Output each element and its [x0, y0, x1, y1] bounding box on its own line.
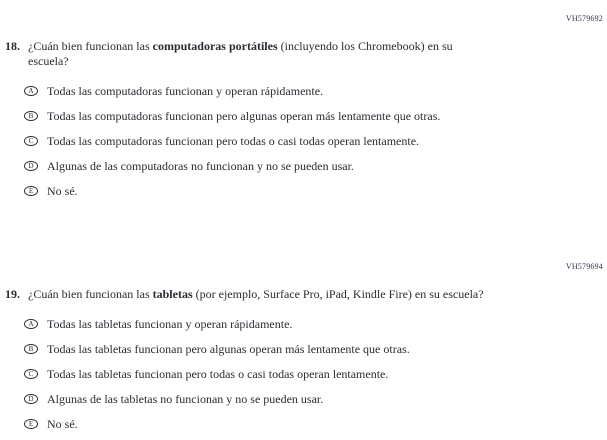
question-text-bold: tabletas: [152, 287, 193, 301]
question-number: 18.: [5, 39, 20, 53]
option-label: Todas las tabletas funcionan pero algunas operan más lentamente que otras.: [47, 342, 410, 356]
option-label: No sé.: [47, 417, 78, 431]
option-c[interactable]: [24, 367, 607, 381]
question-number: 19.: [5, 287, 20, 301]
option-label: Todas las tabletas funcionan y operan rápidamente.: [47, 317, 293, 331]
question-text-suffix: (incluyendo los Chromebook) en su escuela?: [28, 39, 453, 68]
question-code: VH579694: [565, 262, 603, 271]
option-label: Algunas de las tabletas no funcionan y no se pueden usar.: [47, 392, 324, 406]
option-a[interactable]: [24, 84, 607, 98]
option-label: Todas las computadoras funcionan pero algunas operan más lentamente que otras.: [47, 109, 441, 123]
question-code: VH579692: [565, 14, 603, 23]
question-text-suffix: (por ejemplo, Surface Pro, iPad, Kindle Fire) en su escuela?: [192, 287, 484, 301]
question-text: [28, 287, 484, 302]
option-d[interactable]: [24, 159, 607, 173]
option-b[interactable]: [24, 109, 607, 123]
option-label: No sé.: [47, 184, 78, 198]
question-block-19: [0, 209, 607, 431]
question-text-prefix: ¿Cuán bien funcionan las: [28, 39, 153, 53]
answer-options: [0, 84, 607, 198]
answer-bubble-a[interactable]: A: [24, 319, 38, 329]
option-a[interactable]: [24, 317, 607, 331]
answer-bubble-c[interactable]: C: [24, 136, 38, 146]
option-label: Algunas de las computadoras no funcionan y no se pueden usar.: [47, 159, 354, 173]
answer-bubble-a[interactable]: A: [24, 86, 38, 96]
answer-bubble-b[interactable]: B: [24, 111, 38, 121]
option-e[interactable]: [24, 184, 607, 198]
answer-bubble-b[interactable]: B: [24, 344, 38, 354]
question-text-bold: computadoras portátiles: [152, 39, 278, 53]
answer-bubble-e[interactable]: E: [24, 186, 38, 196]
answer-bubble-d[interactable]: D: [24, 161, 38, 171]
answer-bubble-e[interactable]: E: [24, 419, 38, 429]
question-18: [0, 39, 607, 69]
option-label: Todas las computadoras funcionan pero todas o casi todas operan lentamente.: [47, 134, 420, 148]
option-d[interactable]: [24, 392, 607, 406]
question-text: [28, 39, 490, 69]
answer-bubble-d[interactable]: D: [24, 394, 38, 404]
question-19: [0, 287, 607, 302]
option-label: Todas las computadoras funcionan y operan rápidamente.: [47, 84, 324, 98]
answer-bubble-c[interactable]: C: [24, 369, 38, 379]
option-c[interactable]: [24, 134, 607, 148]
option-b[interactable]: [24, 342, 607, 356]
question-text-prefix: ¿Cuán bien funcionan las: [28, 287, 153, 301]
answer-options: [0, 317, 607, 431]
option-label: Todas las tabletas funcionan pero todas o casi todas operan lentamente.: [47, 367, 389, 381]
option-e[interactable]: [24, 417, 607, 431]
question-block-18: [0, 0, 607, 198]
